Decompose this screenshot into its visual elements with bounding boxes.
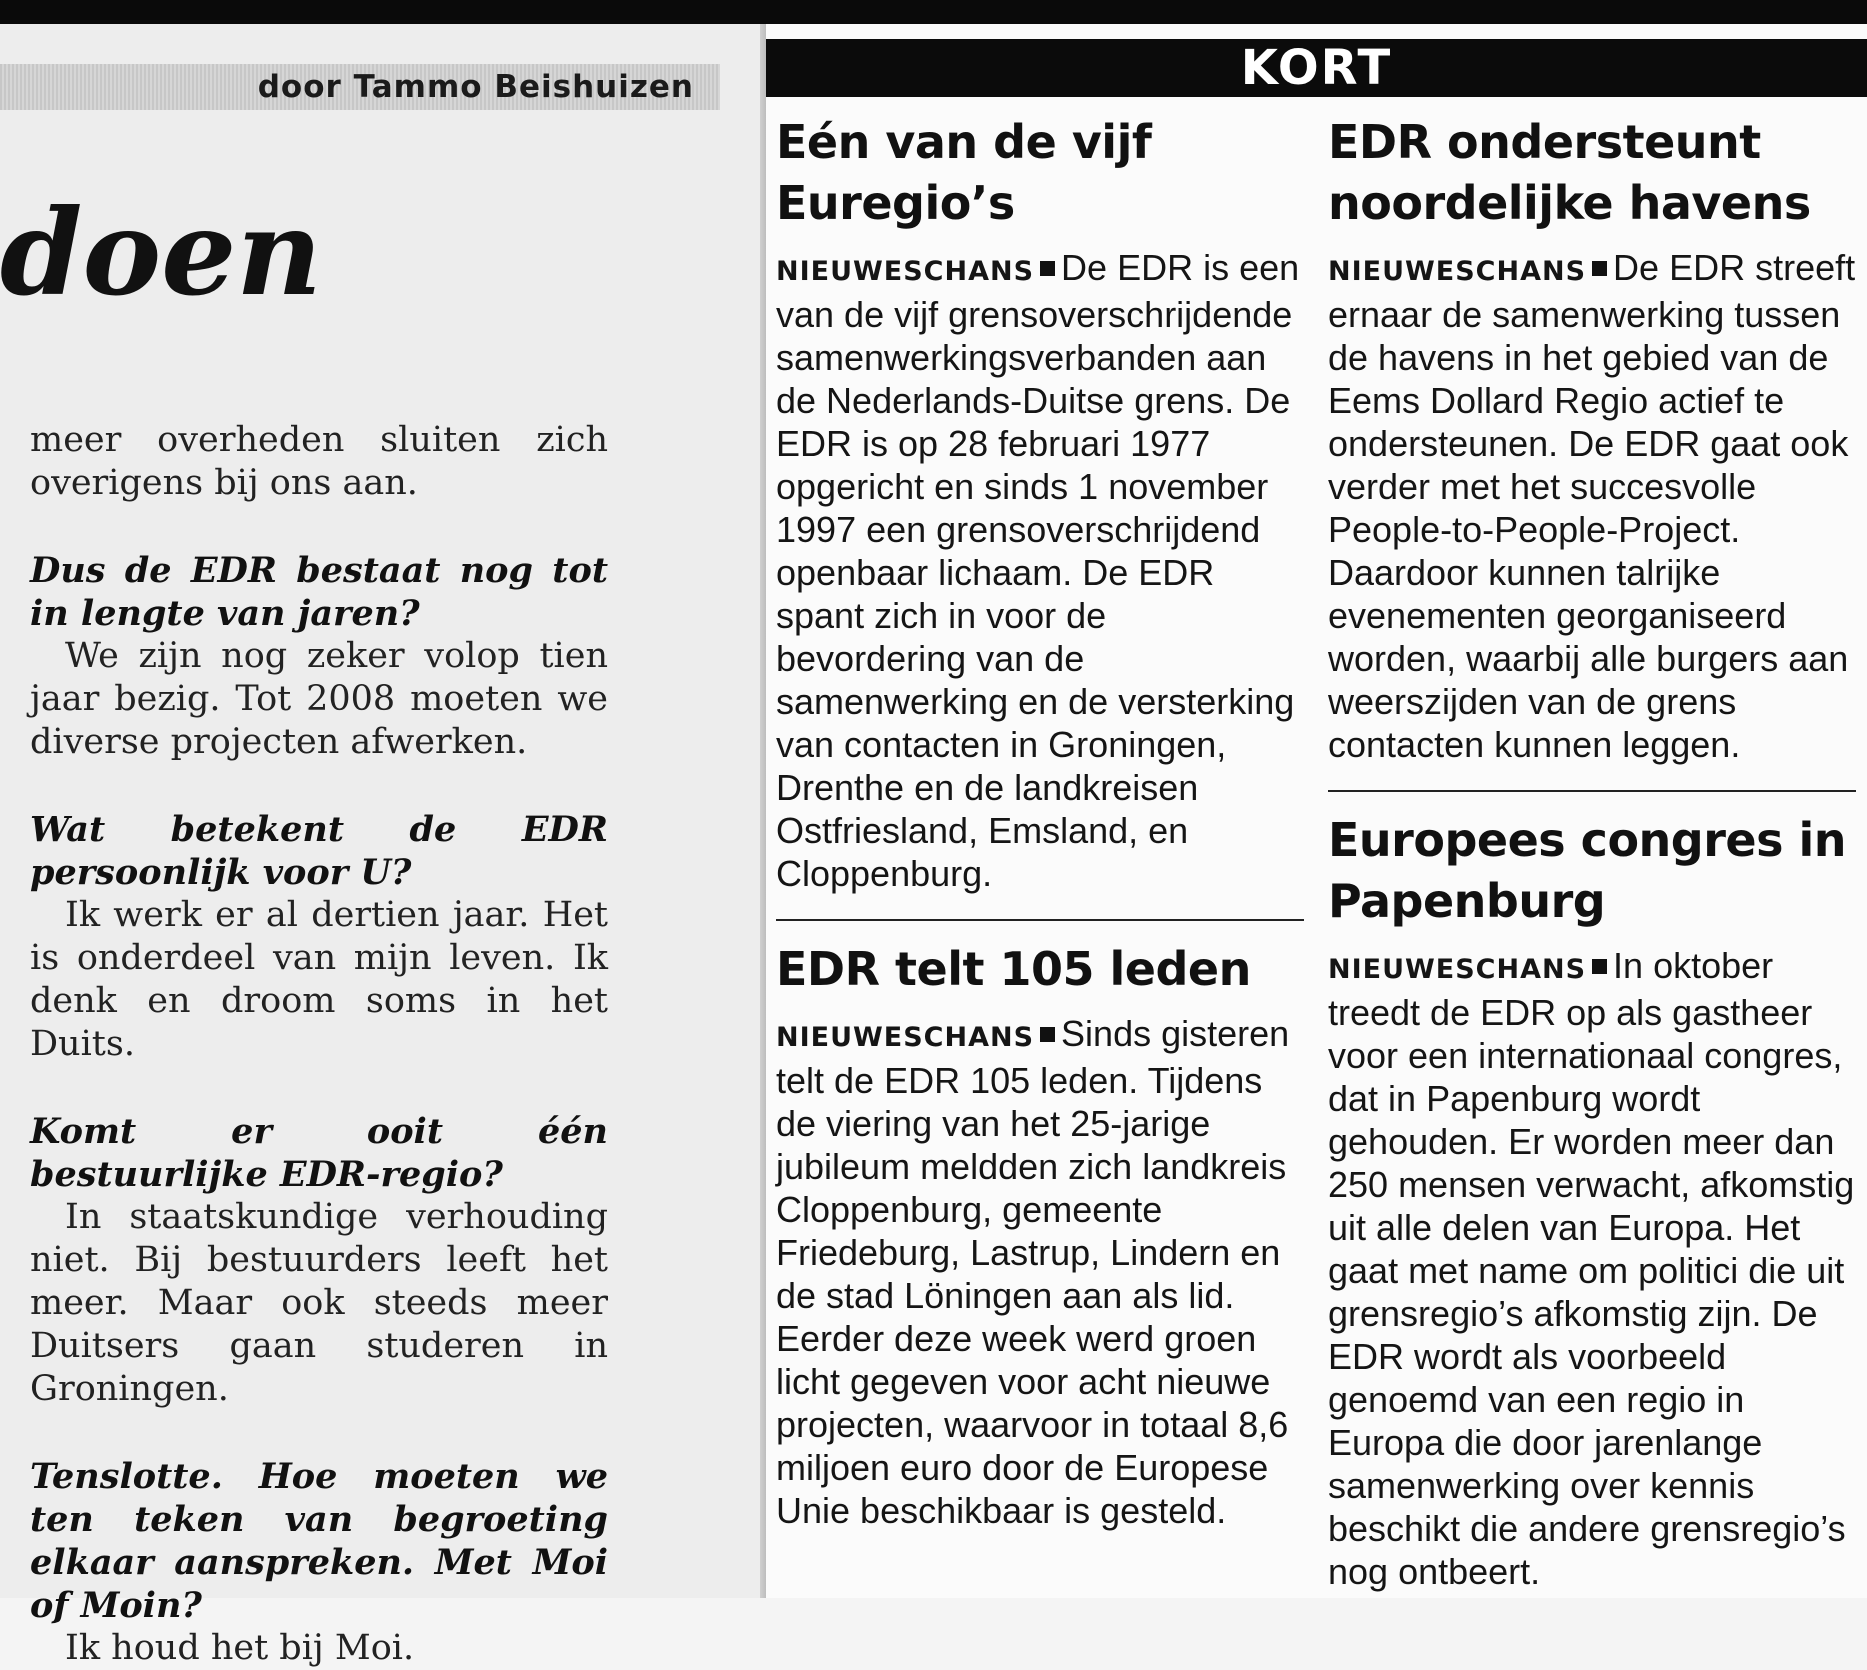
news-headline: EDR telt 105 leden — [776, 942, 1251, 996]
news-item — [1328, 810, 1856, 1593]
kort-section — [766, 24, 1867, 1598]
news-body — [776, 1012, 1304, 1532]
news-item — [1328, 112, 1856, 766]
interview-question: Komt er ooit één bestuurlijke EDR-regio? — [30, 1111, 608, 1195]
interview-answer: We zijn nog zeker volop tien jaar bezig. Tot 2008 moeten we diverse projecten afwerken. — [30, 636, 608, 762]
news-headline: Eén van de vijf Euregio’s — [776, 115, 1152, 230]
news-body — [1328, 944, 1856, 1593]
bullet-square-icon — [1040, 261, 1055, 276]
interview-question: Dus de EDR bestaat nog tot in lengte van jaren? — [30, 550, 608, 634]
scan-top-edge — [0, 0, 1867, 24]
byline: door Tammo Beishuizen — [257, 69, 694, 105]
byline-strip — [0, 64, 720, 110]
news-headline: EDR ondersteunt noordelijke havens — [1328, 115, 1811, 230]
dateline: NIEUWESCHANS — [776, 1022, 1035, 1053]
headline-fragment: doen — [0, 183, 323, 322]
left-page-interview — [0, 24, 760, 1668]
article-divider — [776, 919, 1304, 921]
article-divider — [1328, 790, 1856, 792]
kort-title: KORT — [1240, 40, 1393, 96]
news-text: In oktober treedt de EDR op als gastheer voor een internationaal congres, dat in Papenburg wordt gehouden. Er worden meer dan 250 mensen verwacht, afkomstig uit alle delen van Europa. Het gaat met name om politici die uit grensregio’s afkomstig zijn. De EDR wordt als voorbeeld genoemd van een regio in Europa die door jarenlange samenwerking over kennis beschikt die andere grensregio’s nog ontbeert. — [1328, 945, 1855, 1592]
dateline: NIEUWESCHANS — [1328, 256, 1587, 287]
interview-answer: Ik houd het bij Moi. — [65, 1628, 415, 1668]
news-text: Sinds gisteren telt de EDR 105 leden. Tijdens de viering van het 25-jarige jubileum meldden zich landkreis Cloppenburg, gemeente Friedeburg, Lastrup, Lindern en de stad Löningen aan als lid. Eerder deze week werd groen licht gegeven voor acht nieuwe projecten, waarvoor in totaal 8,6 miljoen euro door de Europese Unie beschikbaar is gesteld. — [776, 1013, 1290, 1531]
news-body — [1328, 246, 1856, 766]
bullet-square-icon — [1592, 959, 1607, 974]
kort-banner — [766, 39, 1867, 97]
news-text: De EDR streeft ernaar de samenwerking tussen de havens in het gebied van de Eems Dollard Regio actief te ondersteunen. De EDR gaat ook verder met het succesvolle People-to-People-Project. Daardoor kunnen talrijke evenementen georganiseerd worden, waarbij alle burgers aan weerszijden van de grens contacten kunnen leggen. — [1328, 247, 1856, 765]
news-body — [776, 246, 1304, 895]
news-headline: Europees congres in Papenburg — [1328, 813, 1847, 928]
interview-answer: In staatskundige verhouding niet. Bij bestuurders leeft het meer. Maar ook steeds meer Duitsers gaan studeren in Groningen. — [30, 1197, 608, 1409]
interview-answer: meer overheden sluiten zich overigens bij ons aan. — [30, 420, 608, 503]
dateline: NIEUWESCHANS — [1328, 954, 1587, 985]
interview-question: Wat betekent de EDR persoonlijk voor U? — [30, 809, 608, 893]
dateline: NIEUWESCHANS — [776, 256, 1035, 287]
interview-text — [30, 419, 608, 1670]
interview-question: Tenslotte. Hoe moeten we ten teken van begroeting elkaar aanspreken. Met Moi of Moin? — [30, 1456, 608, 1626]
news-item — [776, 112, 1304, 895]
kort-column-left — [776, 112, 1304, 1532]
bullet-square-icon — [1592, 261, 1607, 276]
interview-answer: Ik werk er al dertien jaar. Het is onderdeel van mijn leven. Ik denk en droom soms in het Duits. — [30, 895, 608, 1064]
news-item — [776, 939, 1304, 1532]
news-text: De EDR is een van de vijf grensoverschrijdende samenwerkingsverbanden aan de Nederlands-Duitse grens. De EDR is op 28 februari 1977 opgericht en sinds 1 november 1997 een grensoverschrijdend openbaar lichaam. De EDR spant zich in voor de bevordering van de samenwerking en de versterking van contacten in Groningen, Drenthe en de landkreisen Ostfriesland, Emsland, en Cloppenburg. — [776, 247, 1300, 894]
kort-column-right — [1328, 112, 1856, 1593]
bullet-square-icon — [1040, 1027, 1055, 1042]
